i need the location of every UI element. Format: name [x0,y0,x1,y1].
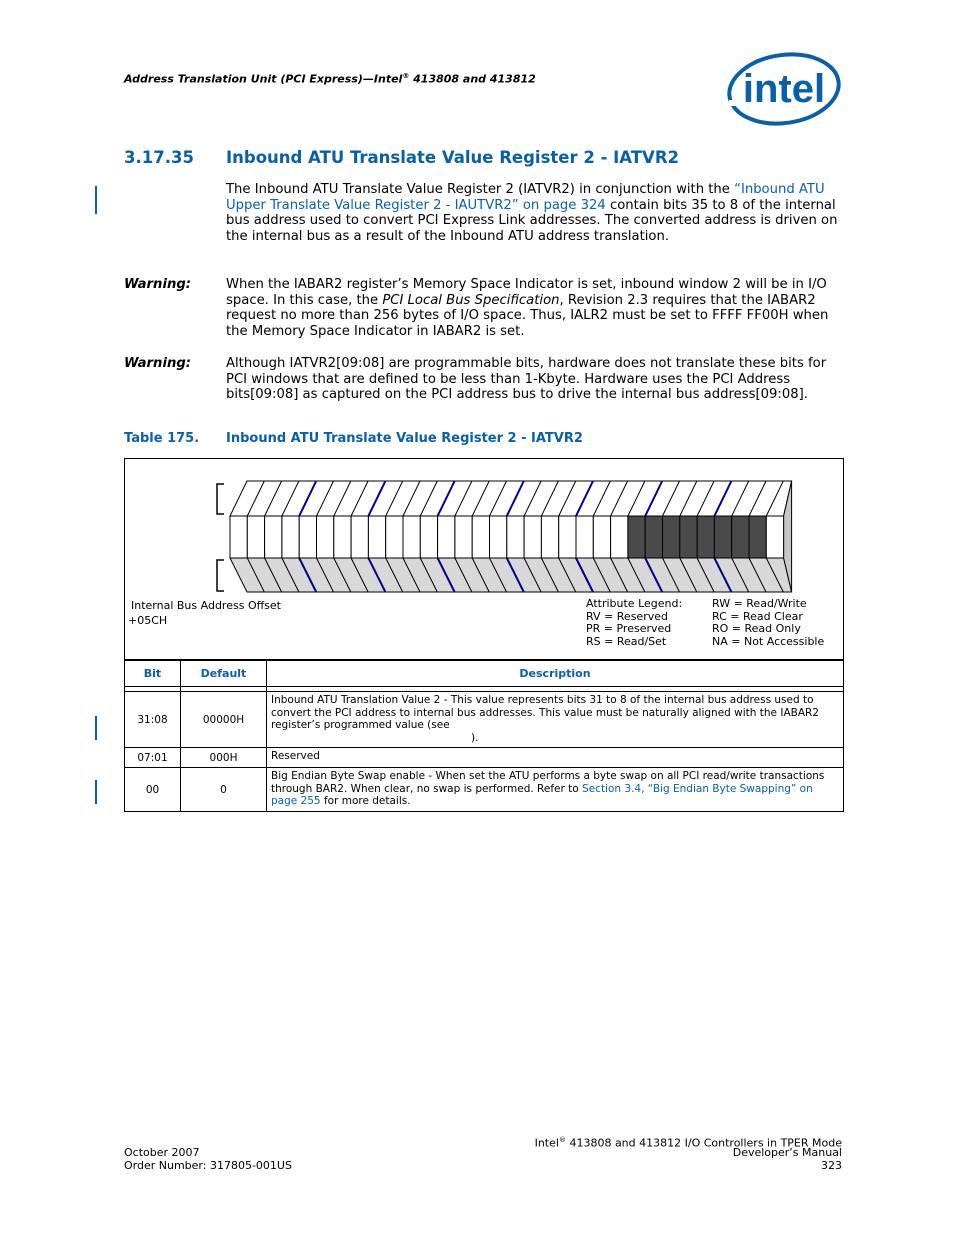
register-bit-cell [265,516,282,558]
running-header: Address Translation Unit (PCI Express)—Intel® 413808 and 413812 [124,72,536,86]
description-cell: Reserved [267,748,844,768]
default-cell: 000H [181,748,267,768]
register-table [124,659,844,812]
warning-label: Warning: [124,356,192,371]
register-bit-cell [749,516,766,558]
bit-cell: 07:01 [125,748,181,768]
register-bit-cell [628,516,645,558]
warning-text: When the IABAR2 register’s Memory Space Indicator is set, inbound window 2 will be in I/O space. In this case, the PCI Local Bus Specification, Revision 2.3 requires that the IABAR2 request no more than 256 bytes of I/O space. Thus, IALR2 must be set to FFFF FF00H when the Memory Space Indicator in IABAR2 is set. [226,277,829,339]
offset-label: Internal Bus Address Offset [131,599,281,612]
change-bar [95,716,97,740]
section-number: 3.17.35 [124,148,194,167]
intel-logo [726,50,842,128]
register-bit-cell [697,516,714,558]
register-bit-cell [766,516,783,558]
warning-label: Warning: [124,277,192,292]
register-bit-cell [541,516,558,558]
footer-product: Intel® 413808 and 413812 I/O Controllers in TPER Mode [534,1136,842,1150]
svg-text:intel: intel [742,67,826,111]
register-bit-cell [420,516,437,558]
register-bit-cell [732,516,749,558]
register-bit-cell [663,516,680,558]
table-row [125,692,844,748]
column-header: Default [181,660,267,687]
bracket [217,484,224,514]
register-bit-cell [507,516,524,558]
intro-paragraph: The Inbound ATU Translate Value Register 2 (IATVR2) in conjunction with the “Inbound ATU Upper Translate Value Register 2 - IAUTVR2” on page 324 contain bits 35 to 8 of the internal bus address used to convert PCI Express Link addresses. The converted address is driven on the internal bus as a result of the Inbound ATU address translation. [226,182,838,244]
change-bar [95,186,97,214]
legend-item: PR = Preserved [586,622,672,635]
column-header: Description [267,660,844,687]
bit-cell: 31:08 [125,692,181,748]
register-bit-cell [680,516,697,558]
table-row [125,748,844,768]
legend-item: RO = Read Only [712,622,801,635]
page-number: 323 [821,1159,842,1172]
iautvr2-link[interactable]: “Inbound ATU Upper Translate Value Register 2 - IAUTVR2” on page 324 [226,182,825,213]
register-bit-cell [490,516,507,558]
default-cell: 0 [181,768,267,812]
description-cell: Inbound ATU Translation Value 2 - This value represents bits 31 to 8 of the internal bus address used to convert the PCI address to internal bus addresses. This value must be naturally aligned with the IABAR2 register’s programmed value (see ). [267,692,844,748]
legend-item: RV = Reserved [586,610,668,623]
register-bit-cell [455,516,472,558]
default-cell: 00000H [181,692,267,748]
legend-item: RS = Read/Set [586,635,667,648]
legend-item: RC = Read Clear [712,610,803,623]
register-bit-cell [611,516,628,558]
table-row [125,768,844,812]
register-bit-cell [593,516,610,558]
byte-swapping-link[interactable]: Section 3.4, “Big Endian Byte Swapping” on page 255 [271,782,813,807]
description-cell: Big Endian Byte Swap enable - When set the ATU performs a byte swap on all PCI read/write transactions through BAR2. When clear, no swap is performed. Refer to Section 3.4, “Big Endian Byte Swapping” on page 255 for more details. [267,768,844,812]
register-bit-cell [714,516,731,558]
section-title: Inbound ATU Translate Value Register 2 - IATVR2 [226,148,680,167]
register-figure [124,458,844,661]
legend-title: Attribute Legend: [586,597,683,610]
legend-item: NA = Not Accessible [712,635,825,648]
register-bit-cell [386,516,403,558]
footer-order-number: Order Number: 317805-001US [124,1159,292,1172]
bit-cell: 00 [125,768,181,812]
table-header-row [125,660,844,687]
footer-date: October 2007 [124,1146,200,1159]
register-bit-cell [247,516,264,558]
register-bit-cell [282,516,299,558]
register-bit-cell [645,516,662,558]
table-label: Table 175. [124,431,200,446]
register-bit-cell [351,516,368,558]
register-bit-cell [472,516,489,558]
footer-manual: Developer’s Manual [732,1146,842,1159]
bracket [217,560,224,591]
register-bit-cell [368,516,385,558]
warning-text: Although IATVR2[09:08] are programmable bits, hardware does not translate these bits for PCI windows that are defined to be less than 1-Kbyte. Hardware uses the PCI Address bits[09:08] as captured on the PCI address bus to drive the internal bus address[09:08]. [226,356,827,403]
register-bit-cell [576,516,593,558]
change-bar [95,780,97,804]
register-bit-cell [559,516,576,558]
offset-value: +05CH [128,614,168,627]
register-bit-cell [317,516,334,558]
register-bit-cell [334,516,351,558]
column-header: Bit [125,660,181,687]
register-bit-cell [230,516,247,558]
table-title: Inbound ATU Translate Value Register 2 - IATVR2 [226,431,583,446]
register-bit-cell [524,516,541,558]
register-bit-cell [299,516,316,558]
register-bit-cell [438,516,455,558]
register-bit-cell [403,516,420,558]
legend-item: RW = Read/Write [712,597,807,610]
register-bit-diagram [125,459,843,599]
